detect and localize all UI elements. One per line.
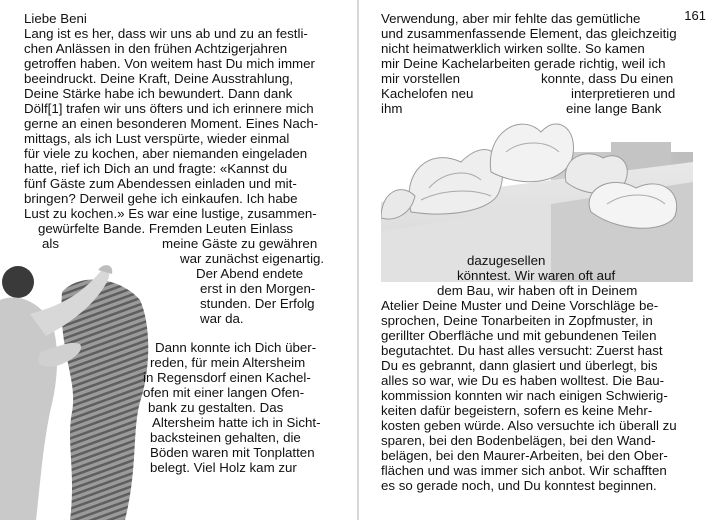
text-line: fünf Gäste zum Abendessen einladen und mit- xyxy=(24,176,297,191)
text-line: gerne an einen besonderen Moment. Eines Nach- xyxy=(24,116,319,131)
text-line: hatte, rief ich Dich an und fragte: «Kannst du xyxy=(24,161,288,176)
text-line: erst in den Morgen- xyxy=(200,281,316,296)
text-line: flächen und was immer sich anbot. Wir schafften xyxy=(381,463,667,478)
text-line: Kachelofen neu xyxy=(381,86,474,101)
text-line: alles so war, wie Du es haben wolltest. Die Bau- xyxy=(381,373,665,388)
text-line: Dölf[1] trafen wir uns öfters und ich erinnere mich xyxy=(24,101,314,116)
text-line: Böden waren mit Tonplatten xyxy=(150,445,315,460)
text-line: beeindruckt. Deine Kraft, Deine Ausstrahlung, xyxy=(24,71,294,86)
text-line: mir vorstellen xyxy=(381,71,461,86)
text-line: Dann konnte ich Dich über- xyxy=(155,340,317,355)
text-line: konnte, dass Du einen xyxy=(541,71,674,86)
text-line: in Regensdorf einen Kachel- xyxy=(143,370,311,385)
text-line: meine Gäste zu gewähren xyxy=(162,236,318,251)
text-line: war zunächst eigenartig. xyxy=(180,251,325,266)
text-line: und zusammenfassende Element, das gleichzeitig xyxy=(381,26,677,41)
text-line: Verwendung, aber mir fehlte das gemütliche xyxy=(381,11,641,26)
text-line: es so gerade noch, und Du konntest beginnen. xyxy=(381,478,657,493)
text-line: backsteinen gehalten, die xyxy=(150,430,301,445)
text-line: ofen mit einer langen Ofen- xyxy=(143,385,305,400)
text-line: war da. xyxy=(200,311,244,326)
page-number: 161 xyxy=(684,8,706,23)
text-line: ihm xyxy=(381,101,403,116)
text-line: mittags, als ich Lust verspürte, wieder einmal xyxy=(24,131,290,146)
text-line: belegt. Viel Holz kam zur xyxy=(150,460,297,475)
text-line: sparen, bei den Bodenbelägen, bei den Wand- xyxy=(381,433,656,448)
text-line: gewürfelte Bande. Fremden Leuten Einlass xyxy=(38,221,294,236)
text-line: Liebe Beni xyxy=(24,11,87,26)
text-line: interpretieren und xyxy=(571,86,676,101)
artist-sculpture-photo xyxy=(0,252,150,520)
text-line: eine lange Bank xyxy=(566,101,662,116)
text-line: Atelier Deine Muster und Deine Vorschläge be- xyxy=(381,298,659,313)
right-page xyxy=(359,0,716,520)
text-line: kommission konnten wir nach einigen Schwierig- xyxy=(381,388,668,403)
text-line: mir Deine Kachelarbeiten gerade richtig, weil ich xyxy=(381,56,666,71)
text-line: Lust zu kochen.» Es war eine lustige, zusammen- xyxy=(24,206,317,221)
text-line: sprochen, Deine Tonarbeiten in Zopfmuster, in xyxy=(381,313,653,328)
text-line: bringen? Derweil gehe ich einkaufen. Ich habe xyxy=(24,191,298,206)
text-line: keiten dafür begeistern, sofern es keine Mehr- xyxy=(381,403,653,418)
text-line: gerillter Oberfläche und mit gebundenen Teilen xyxy=(381,328,657,343)
text-line: Der Abend endete xyxy=(196,266,304,281)
text-line: Du es gebrannt, dann glasiert und überlegt, bis xyxy=(381,358,658,373)
text-line: belägen, bei den Maurer-Arbeiten, bei den Ober- xyxy=(381,448,668,463)
text-line: dem Bau, wir haben oft in Deinem xyxy=(437,283,638,298)
left-page xyxy=(0,0,357,520)
text-line: könntest. Wir waren oft auf xyxy=(457,268,616,283)
text-line: kosten geben würde. Also versuchte ich überall zu xyxy=(381,418,677,433)
text-line: als xyxy=(42,236,59,251)
text-line: begutachtet. Du hast alles versucht: Zuerst hast xyxy=(381,343,663,358)
text-line: dazugesellen xyxy=(467,253,546,268)
text-line: reden, für mein Altersheim xyxy=(150,355,306,370)
text-line: stunden. Der Erfolg xyxy=(200,296,315,311)
text-line: bank zu gestalten. Das xyxy=(148,400,284,415)
text-line: nicht heimatwerklich wirken sollte. So kamen xyxy=(381,41,645,56)
text-line: Altersheim hatte ich in Sicht- xyxy=(152,415,321,430)
text-line: Deine Stärke habe ich bewundert. Dann dank xyxy=(24,86,293,101)
text-line: getroffen haben. Von weitem hast Du mich immer xyxy=(24,56,315,71)
text-line: für viele zu kochen, aber niemanden eingeladen xyxy=(24,146,308,161)
text-line: chen Anlässen in den frühen Achtzigerjahren xyxy=(24,41,288,56)
text-line: Lang ist es her, dass wir uns ab und zu an festli- xyxy=(24,26,308,41)
